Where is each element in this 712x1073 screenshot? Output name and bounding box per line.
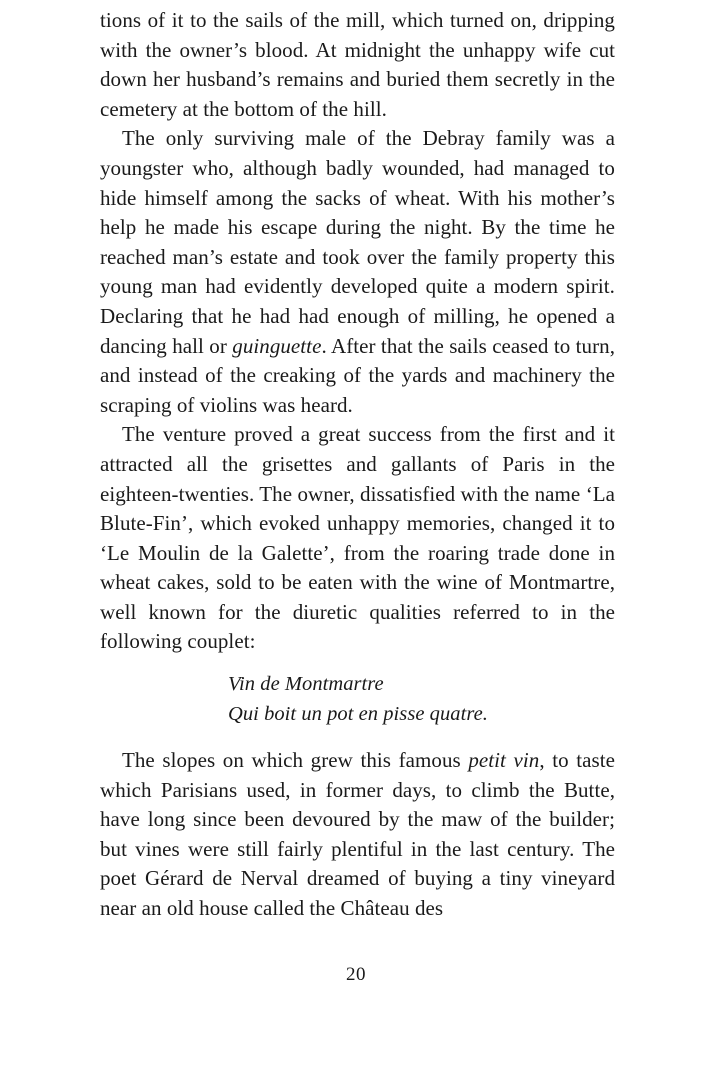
italic-term-petit-vin: petit vin xyxy=(468,748,540,773)
paragraph-4 xyxy=(100,746,615,924)
paragraph-2 xyxy=(100,124,615,420)
page-number: 20 xyxy=(346,964,366,985)
paragraph-1-text: tions of it to the sails of the mill, which turned on, dripping with the owner’s blood. At midnight the unhappy wife cut down her husband’s remains and buried them secretly in the cemetery at the bottom of the hill. xyxy=(100,8,615,121)
paragraph-4-text-a: The slopes on which grew this famous xyxy=(122,748,469,773)
paragraph-2-text-b: . After that the sails ceased to turn, and instead of the creaking of the yards and machinery the scraping of violins was heard. xyxy=(100,333,615,417)
paragraph-4-text-b: , to taste which Parisians used, in former days, to climb the Butte, have long since been devoured by the maw of the builder; but vines were still fairly plentiful in the last century. The poet Gérard de Nerval dreamed of buying a tiny vineyard near an old house called the Château des xyxy=(100,748,615,921)
body-text xyxy=(100,6,615,924)
paragraph-3-text: The venture proved a great success from the first and it attracted all the grisettes and gallants of Paris in the eighteen-twenties. The owner, dissatisfied with the name ‘La Blute-Fin’, which evoked unhappy memories, changed it to ‘Le Moulin de la Galette’, from the roaring trade done in wheat cakes, sold to be eaten with the wine of Montmartre, well known for the diuretic qualities referred to in the following couplet: xyxy=(100,422,615,654)
paragraph-3 xyxy=(100,420,615,657)
couplet-line-2: Qui boit un pot en pisse quatre. xyxy=(228,703,488,726)
couplet-line-1: Vin de Montmartre xyxy=(228,673,384,696)
italic-term-guinguette: guinguette xyxy=(232,333,322,358)
paragraph-1 xyxy=(100,6,615,124)
couplet xyxy=(100,669,615,729)
paragraph-2-text-a: The only surviving male of the Debray family was a youngster who, although badly wounded, had managed to hide himself among the sacks of wheat. With his mother’s help he made his escape during the night. By the time he reached man’s estate and took over the family property this young man had evidently developed quite a modern spirit. Declaring that he had had enough of milling, he opened a dancing hall or xyxy=(100,126,615,358)
